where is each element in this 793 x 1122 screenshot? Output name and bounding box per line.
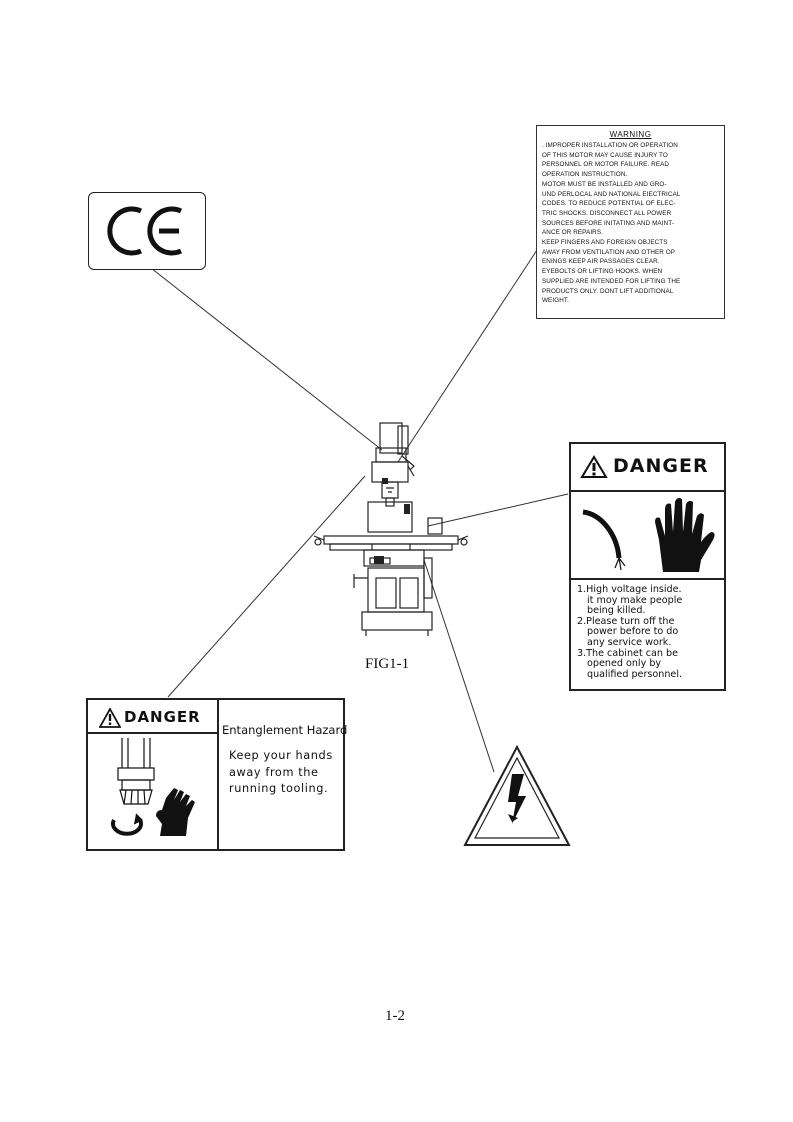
danger-header [88,700,217,734]
danger-item-3: 3.The cabinet can be opened only by qualified personnel. [577,647,683,680]
page-number: 1-2 [385,1008,405,1024]
cable-icon [577,504,637,572]
entanglement-left-panel [88,700,219,849]
figure-caption: FIG1-1 [365,656,410,672]
warning-triangle-icon [99,708,121,728]
entanglement-instructions: Keep your hands away from the running tooling. [229,749,333,795]
danger-pictogram [571,492,724,580]
warning-title: WARNING [609,130,652,139]
danger-high-voltage-label [569,442,726,691]
danger-item-1: 1.High voltage inside. it moy make people being killed. [577,584,683,617]
warning-label [536,125,725,319]
entanglement-title: Entanglement Hazard [222,723,348,737]
rotating-tool-icon [100,738,212,846]
danger-instructions [571,580,724,685]
danger-header [571,444,724,492]
ce-label [88,192,206,270]
warning-triangle-icon [580,455,608,479]
lightning-bolt-icon [462,744,572,848]
warning-body: . IMPROPER INSTALLATION OR OPERATION OF THIS MOTOR MAY CAUSE INJURY TO PERSONNEL OR MOTOR FAILURE. READ OPERATION INSTRUCTION. MOTOR MUST BE INSTALLED AND GRO- UND PERLOCAL AND NATIONAL EIECTRICAL CODES. TO REDUCE POTENTIAL OF ELEC- TRIC SHOCKS. DISCONNECT ALL POWER SOURCES BEFORE INITATING AND MAINT- ANCE OR REPAIRS. KEEP FINGERS AND FOREIGN OBJECTS AWAY FROM VENTILATION AND OTHER OP ENINGS KEEP AIR PASSAGES CLEAR. EYEBOLTS OR LIFTING HOOKS. WHEN SUPPLIED ARE INTENDED FOR LIFTING THE PRODUCTS ONLY. DONT LIFT ADDITIONAL WEIGHT. [542,142,681,305]
danger-header-text: DANGER [613,455,709,477]
danger-item-2: 2.Please turn off the power before to do any service work. [577,615,679,648]
danger-header-text: DANGER [124,708,201,726]
hand-icon [649,496,721,576]
milling-machine [310,418,475,638]
danger-entanglement-label [86,698,348,851]
ce-mark-icon [103,205,189,257]
